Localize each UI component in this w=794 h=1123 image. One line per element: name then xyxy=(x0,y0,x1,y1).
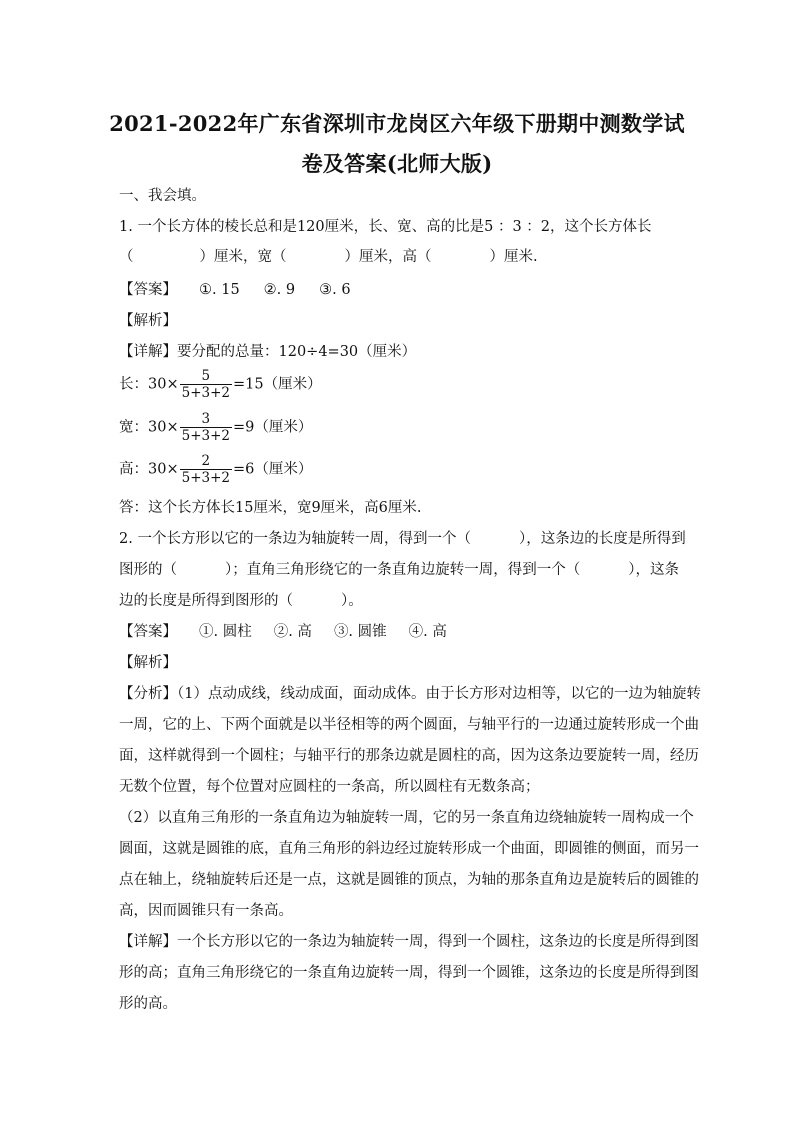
q1-blank-open: （ xyxy=(119,249,134,265)
q1-stem: 1. 一个长方体的棱长总和是120厘米，长、宽、高的比是5 ：3 ：2，这个长方体长 xyxy=(119,219,652,235)
q2-detail-text: 一个长方形以它的一条边为轴旋转一周，得到一个圆柱，这条边的长度是所得到图 xyxy=(177,934,699,950)
q2-line-2-b: ）；直角三角形绕它的一条直角边旋转一周，得到一个（ xyxy=(225,562,581,578)
q1-blank-text-3: ）厘米，高（ xyxy=(344,249,432,265)
q2-line-3-a: 边的长度是所得到图形的（ xyxy=(119,593,293,609)
fraction-numerator: 3 xyxy=(201,411,211,427)
q1-blank-text-4: ）厘米. xyxy=(489,249,538,265)
q2-fenxi-line: （2）以直角三角形的一条直角边为轴旋转一周，它的另一条直角边绕轴旋转一周构成一个 xyxy=(119,810,694,826)
q1-detail-label: 【详解】 xyxy=(119,344,177,360)
page-title-line-2: 卷及答案(北师大版) xyxy=(301,151,493,176)
q1-detail-text: 要分配的总量：120÷4=30（厘米） xyxy=(177,344,417,360)
q2-fenxi-label: 【分析】 xyxy=(119,686,177,702)
fraction-denominator: 5+3+2 xyxy=(181,428,230,444)
q2-fenxi-text: （1）点动成线，线动成面，面动成体。由于长方形对边相等，以它的一边为轴旋转 xyxy=(177,686,701,702)
page-title-line-1: 2021-2022年广东省深圳市龙岗区六年级下册期中测数学试 xyxy=(109,111,685,136)
calc-result: =6（厘米） xyxy=(233,461,313,478)
q2-detail-line: 形的高。 xyxy=(119,996,177,1012)
fraction xyxy=(180,453,232,486)
q2-fenxi-line: 一周，它的上、下两个面就是以半径相等的两个圆面，与轴平行的一边通过旋转形成一个曲 xyxy=(119,717,699,733)
q2-detail-label: 【详解】 xyxy=(119,934,177,950)
q1-answer-2: ②. 9 xyxy=(263,282,296,298)
q2-fenxi-line: 面，这样就得到一个圆柱；与轴平行的那条边就是圆柱的高，因为这条边要旋转一周，经历 xyxy=(119,748,699,764)
q2-answer-2: ②. 高 xyxy=(273,624,312,640)
q2-answer-row xyxy=(119,622,447,642)
q2-fenxi-line: 高，因而圆锥只有一条高。 xyxy=(119,903,293,919)
q2-line-1-b: ），这条边的长度是所得到 xyxy=(518,531,686,547)
q2-line-2-a: 图形的（ xyxy=(119,562,177,578)
fraction xyxy=(180,368,232,401)
fraction-denominator: 5+3+2 xyxy=(181,470,230,486)
q1-calc-width xyxy=(119,411,312,444)
calc-prefix: 高：30× xyxy=(119,461,179,478)
calc-result: =9（厘米） xyxy=(233,419,313,436)
calc-result: =15（厘米） xyxy=(233,376,322,393)
q2-line-1-a: 2. 一个长方形以它的一条边为轴旋转一周，得到一个（ xyxy=(119,531,471,547)
fraction xyxy=(180,411,232,444)
q2-line-1 xyxy=(119,529,686,549)
q1-detail-row xyxy=(119,342,416,362)
fraction-numerator: 5 xyxy=(201,368,211,384)
q2-answer-3: ③. 圆锥 xyxy=(333,624,387,640)
q1-answer-3: ③. 6 xyxy=(319,282,351,298)
q2-fenxi-line: 圆面，这就是圆锥的底，直角三角形的斜边经过旋转形成一个曲面，即圆锥的侧面，而另一 xyxy=(119,841,699,857)
q1-answer-1: ①. 15 xyxy=(199,282,240,298)
q2-fenxi-line xyxy=(119,684,701,704)
q2-answer-1: ①. 圆柱 xyxy=(199,624,252,640)
q2-analysis-label: 【解析】 xyxy=(119,655,177,671)
q1-calc-height xyxy=(119,453,312,486)
section-heading: 一、我会填。 xyxy=(119,188,206,204)
q2-line-2 xyxy=(119,560,679,580)
q1-blanks-line xyxy=(119,247,538,267)
q2-answer-4: ④. 高 xyxy=(408,624,447,640)
q2-detail-line: 形的高；直角三角形绕它的一条直角边旋转一周，得到一个圆锥，这条边的长度是所得到图 xyxy=(119,965,699,981)
q1-answer-label: 【答案】 xyxy=(119,282,177,298)
q2-line-2-c: ），这条 xyxy=(628,562,679,578)
calc-prefix: 宽：30× xyxy=(119,419,179,436)
fraction-denominator: 5+3+2 xyxy=(181,385,230,401)
q2-detail-line xyxy=(119,932,699,952)
q2-fenxi-line: 无数个位置，每个位置对应圆柱的一条高，所以圆柱有无数条高； xyxy=(119,779,540,795)
q2-line-3 xyxy=(119,591,363,611)
q2-line-3-b: ）。 xyxy=(341,593,363,609)
q1-conclusion: 答：这个长方体长15厘米，宽9厘米，高6厘米. xyxy=(119,500,422,516)
q2-fenxi-line: 点在轴上，绕轴旋转后还是一点，这就是圆锥的顶点，为轴的那条直角边是旋转后的圆锥的 xyxy=(119,872,699,888)
fraction-numerator: 2 xyxy=(201,453,211,469)
q1-blank-text-2: ）厘米，宽（ xyxy=(199,249,287,265)
q1-calc-length xyxy=(119,368,322,401)
q2-answer-label: 【答案】 xyxy=(119,624,177,640)
q1-answer-row xyxy=(119,280,351,300)
calc-prefix: 长：30× xyxy=(119,376,179,393)
q1-analysis-label: 【解析】 xyxy=(119,313,177,329)
